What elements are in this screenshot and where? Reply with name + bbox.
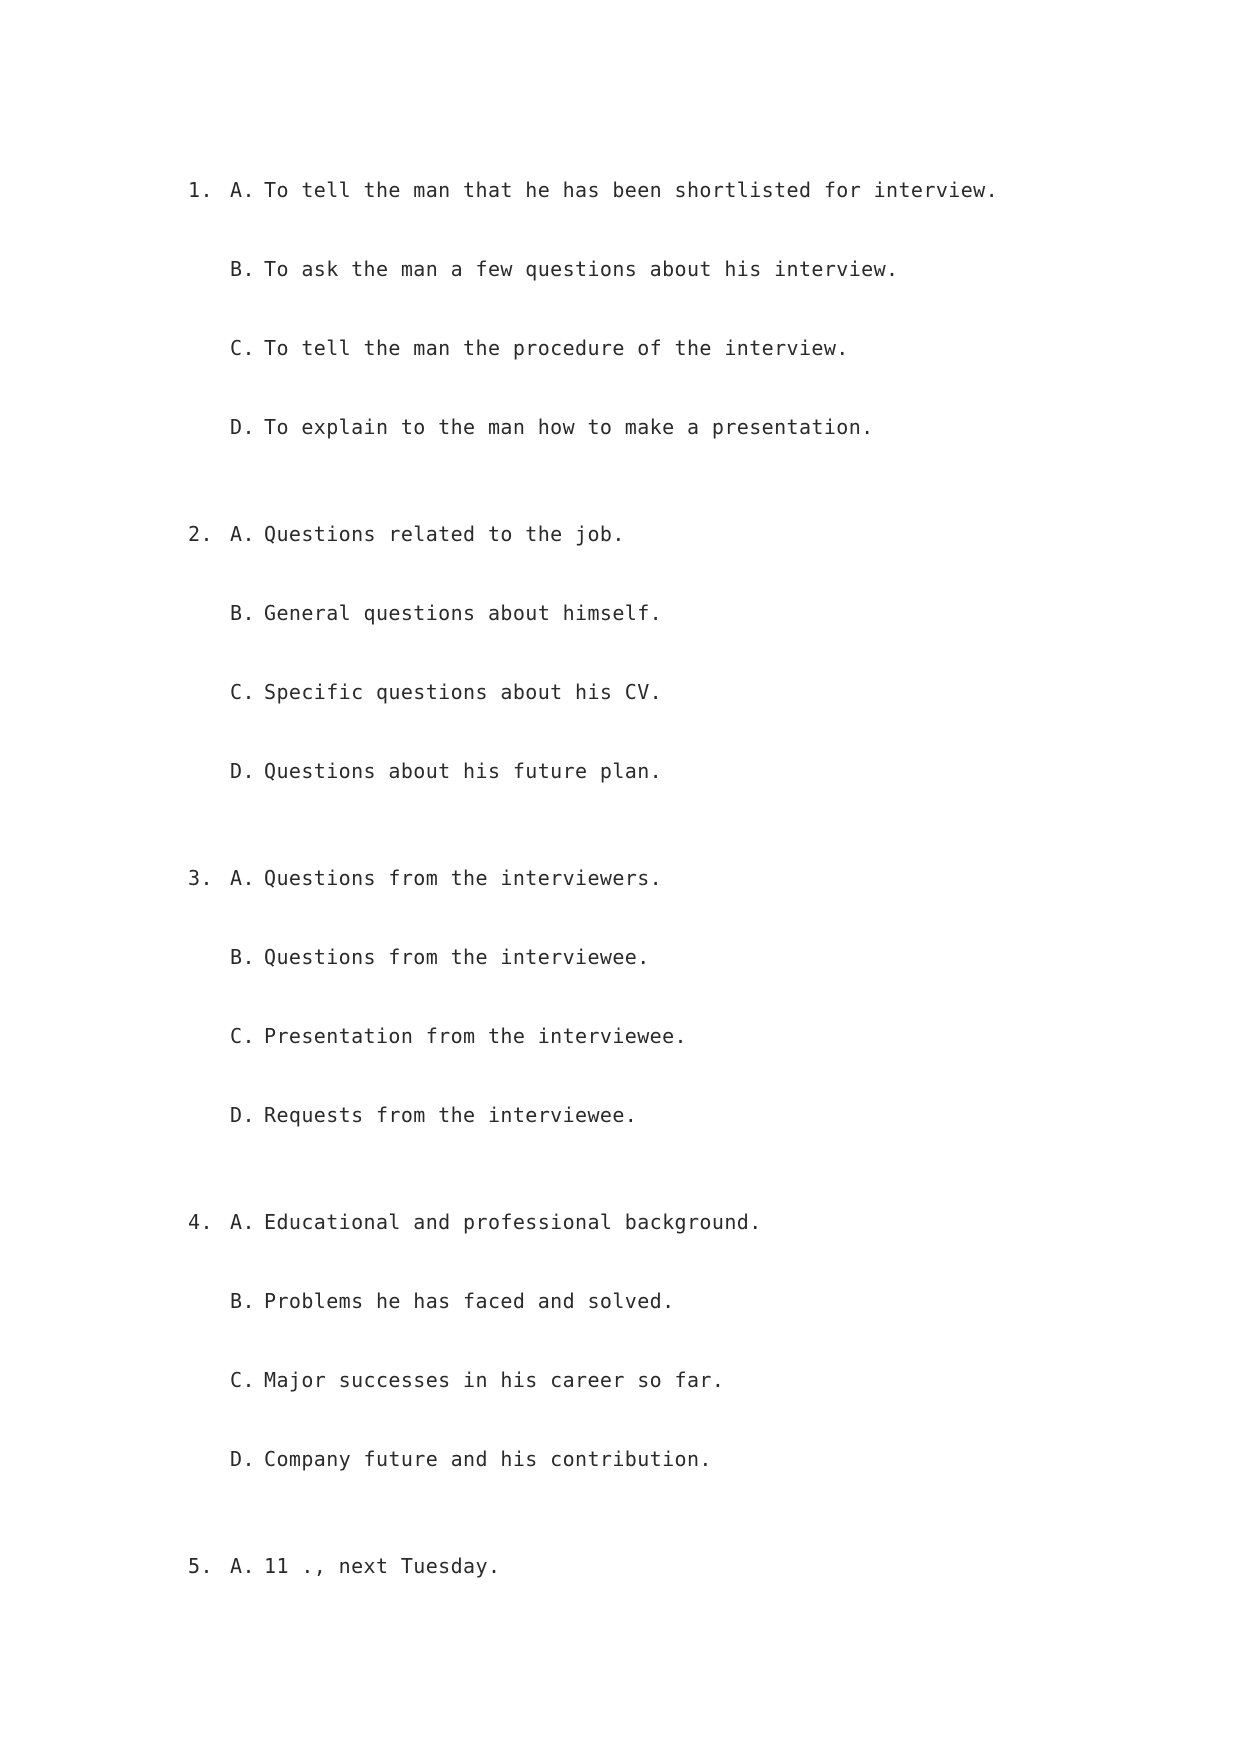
option-letter: A. [230,522,255,546]
option-text: Educational and professional background. [264,1210,762,1234]
option-letter: D. [230,759,255,783]
option-text: To tell the man that he has been shortlisted for interview. [264,178,999,202]
option-letter: A. [230,1210,255,1234]
option-text: To tell the man the procedure of the interview. [264,336,849,360]
option-3b [188,942,1188,972]
option-letter: D. [230,1447,255,1471]
option-letter: B. [230,945,255,969]
option-text: To ask the man a few questions about his interview. [264,257,899,281]
option-letter: B. [230,601,255,625]
option-text: Specific questions about his CV. [264,680,663,704]
option-letter: D. [230,1103,255,1127]
question-1 [188,175,1188,442]
option-1d [188,412,1188,442]
question-5 [188,1551,1188,1581]
option-letter: B. [230,1289,255,1313]
question-3 [188,863,1188,1130]
option-text: 11 ., next Tuesday. [264,1554,501,1578]
option-letter: B. [230,257,255,281]
option-text: Major successes in his career so far. [264,1368,725,1392]
option-text: Problems he has faced and solved. [264,1289,675,1313]
option-letter: C. [230,1024,255,1048]
option-text: Company future and his contribution. [264,1447,712,1471]
question-number: 2. [188,522,213,546]
option-letter: C. [230,680,255,704]
option-2d [188,756,1188,786]
option-text: General questions about himself. [264,601,663,625]
option-1c [188,333,1188,363]
option-text: Requests from the interviewee. [264,1103,638,1127]
option-4a [188,1207,1188,1237]
question-4 [188,1207,1188,1474]
option-1a [188,175,1188,205]
option-2a [188,519,1188,549]
option-3c [188,1021,1188,1051]
option-4c [188,1365,1188,1395]
option-text: Presentation from the interviewee. [264,1024,687,1048]
option-letter: D. [230,415,255,439]
option-4b [188,1286,1188,1316]
option-2c [188,677,1188,707]
option-text: Questions about his future plan. [264,759,663,783]
option-3d [188,1100,1188,1130]
option-letter: C. [230,336,255,360]
question-number: 5. [188,1554,213,1578]
option-4d [188,1444,1188,1474]
option-text: Questions related to the job. [264,522,625,546]
option-1b [188,254,1188,284]
option-text: To explain to the man how to make a presentation. [264,415,874,439]
option-letter: A. [230,1554,255,1578]
option-5a [188,1551,1188,1581]
option-text: Questions from the interviewee. [264,945,650,969]
option-letter: A. [230,178,255,202]
option-2b [188,598,1188,628]
option-letter: A. [230,866,255,890]
option-text: Questions from the interviewers. [264,866,663,890]
question-number: 4. [188,1210,213,1234]
option-3a [188,863,1188,893]
question-number: 3. [188,866,213,890]
question-number: 1. [188,178,213,202]
question-2 [188,519,1188,786]
option-letter: C. [230,1368,255,1392]
